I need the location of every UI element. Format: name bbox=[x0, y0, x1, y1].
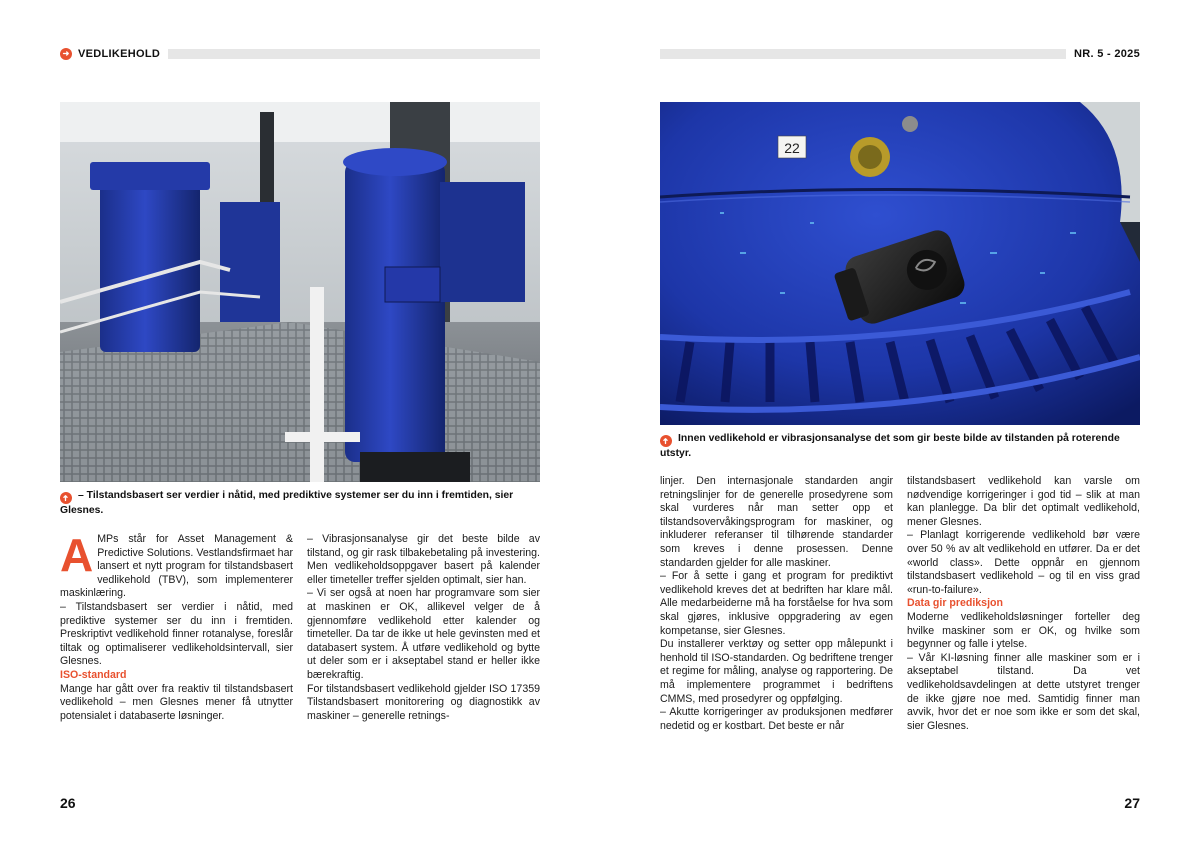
paragraph: – Vibrasjonsanalyse gir det beste bilde av tilstand, og gir rask tilbakebetaling på investering. Men vedlikeholdsoppgaver basert på kalender eller timeteller treffer sjelden optimalt, sier han. bbox=[307, 533, 540, 586]
paragraph: – Akutte korrigeringer av produksjonen medfører nedetid og er kostbart. Det beste er når bbox=[660, 706, 893, 732]
issue-header bbox=[660, 46, 1140, 62]
paragraph: Moderne vedlikeholdsløsninger forteller deg hvilke maskiner som er OK, og hvilke som begynner og falle i ytelse. bbox=[907, 610, 1140, 651]
paragraph: – Vår KI-løsning finner alle maskiner som er i akseptabel tilstand. Da vet vedlikeholdsavdelingen at dette utstyret trenger de ikke gjøre noe med. Samtidig finner man avvik, hvor det er noe som ikke er som det skal, sier Glesnes. bbox=[907, 651, 1140, 732]
header-rule bbox=[660, 49, 1066, 59]
caption-text: – Tilstandsbasert ser verdier i nåtid, med prediktive systemer ser du inn i fremtiden, sier Glesnes. bbox=[60, 490, 514, 516]
paragraph: Du installerer verktøy og setter opp målepunkt i henhold til ISO-standarden. Og bedriftene trenger et regime for måling, analyse og rapportering. De må implementere programmet i bedriftens CMMS, med prosedyrer og oppfølging. bbox=[660, 638, 893, 705]
caption-text: Innen vedlikehold er vibrasjonsanalyse det som gir beste bilde av tilstanden på roterende utstyr. bbox=[660, 433, 1120, 459]
paragraph: – Planlagt korrigerende vedlikehold bør være over 50 % av alt vedlikehold en utfører. Da er det «world class». Dette oppnår en gjennom tilstandsbasert vedlikehold – og til en viss grad «run-to-failure». bbox=[907, 529, 1140, 596]
arrow-up-icon: ➜ bbox=[60, 492, 72, 504]
section-header bbox=[60, 46, 540, 62]
paragraph: – Tilstandsbasert ser verdier i nåtid, med prediktive systemer ser du inn i fremtiden. Preskriptivt vedlikehold finner rotanalyse, foreslår tiltak og optimaliserer vedlikeholdsintervall, sier Glesnes. bbox=[60, 600, 293, 668]
photo-tag-label: 22 bbox=[784, 140, 800, 156]
paragraph: Mange har gått over fra reaktiv til tilstandsbasert vedlikehold – men Glesnes mener få utnytter potensialet i databaserte løsninger. bbox=[60, 682, 293, 722]
subheading-prediction: Data gir prediksjon bbox=[907, 597, 1003, 610]
section-title: VEDLIKEHOLD bbox=[78, 48, 161, 60]
paragraph: – For å sette i gang et program for prediktivt vedlikehold kreves det at bedriften har klare mål. Alle medarbeiderne må ha forståelse for hva som skal gjøres, inklusive oppgradering av egen kompetanse, sier Glesnes. bbox=[660, 570, 893, 637]
subheading-iso: ISO-standard bbox=[60, 668, 127, 681]
left-column-2 bbox=[307, 533, 540, 723]
arrow-up-icon: ➜ bbox=[660, 435, 672, 447]
machine-room-photo bbox=[60, 102, 540, 482]
paragraph: For tilstandsbasert vedlikehold gjelder ISO 17359 Tilstandsbasert monitorering og diagnostikk av maskiner – generelle retnings- bbox=[307, 682, 540, 722]
right-page bbox=[600, 0, 1200, 849]
photo-caption bbox=[660, 432, 1140, 461]
left-column-1 bbox=[60, 529, 293, 723]
page-number: 26 bbox=[60, 795, 76, 811]
right-column-1 bbox=[660, 475, 893, 733]
page-number: 27 bbox=[1124, 795, 1140, 811]
header-rule bbox=[168, 49, 540, 59]
arrow-right-icon: ➜ bbox=[60, 48, 72, 60]
issue-label: NR. 5 - 2025 bbox=[1074, 48, 1140, 60]
intro-paragraph: A MPs står for Asset Management & Predictive Solutions. Vestlandsfirmaet har lansert et nytt program for tilstandsbasert vedlikehold (TBV), som implementerer maskinlæring. bbox=[60, 529, 293, 600]
right-column-2 bbox=[907, 475, 1140, 733]
paragraph: linjer. Den internasjonale standarden angir retningslinjer for de generelle prosedyrene som skal vurderes når man setter opp et tilstandsovervåkingsprogram for maskiner, og inkluderer referanser til tilhørende standarder som kreves i denne prosessen. Denne standarden gjelder for alle maskiner. bbox=[660, 475, 893, 569]
vibration-sensor-photo bbox=[660, 102, 1140, 425]
paragraph: tilstandsbasert vedlikehold kan varsle om nødvendige korrigeringer i god tid – slik at man kan planlegge. Da blir det optimalt vedlikehold, mener Glesnes. bbox=[907, 475, 1140, 528]
drop-cap: A bbox=[60, 529, 94, 581]
photo-caption bbox=[60, 489, 540, 518]
paragraph: – Vi ser også at noen har programvare som sier at maskinen er OK, allikevel velger de å gjennomføre vedlikehold etter kalender og timeteller. Da tar de ikke ut hele gevinsten med et databasert system. Å utføre vedlikehold og bytte ut deler som er i akseptabel stand er heller ikke bærekraftig. bbox=[307, 587, 540, 681]
